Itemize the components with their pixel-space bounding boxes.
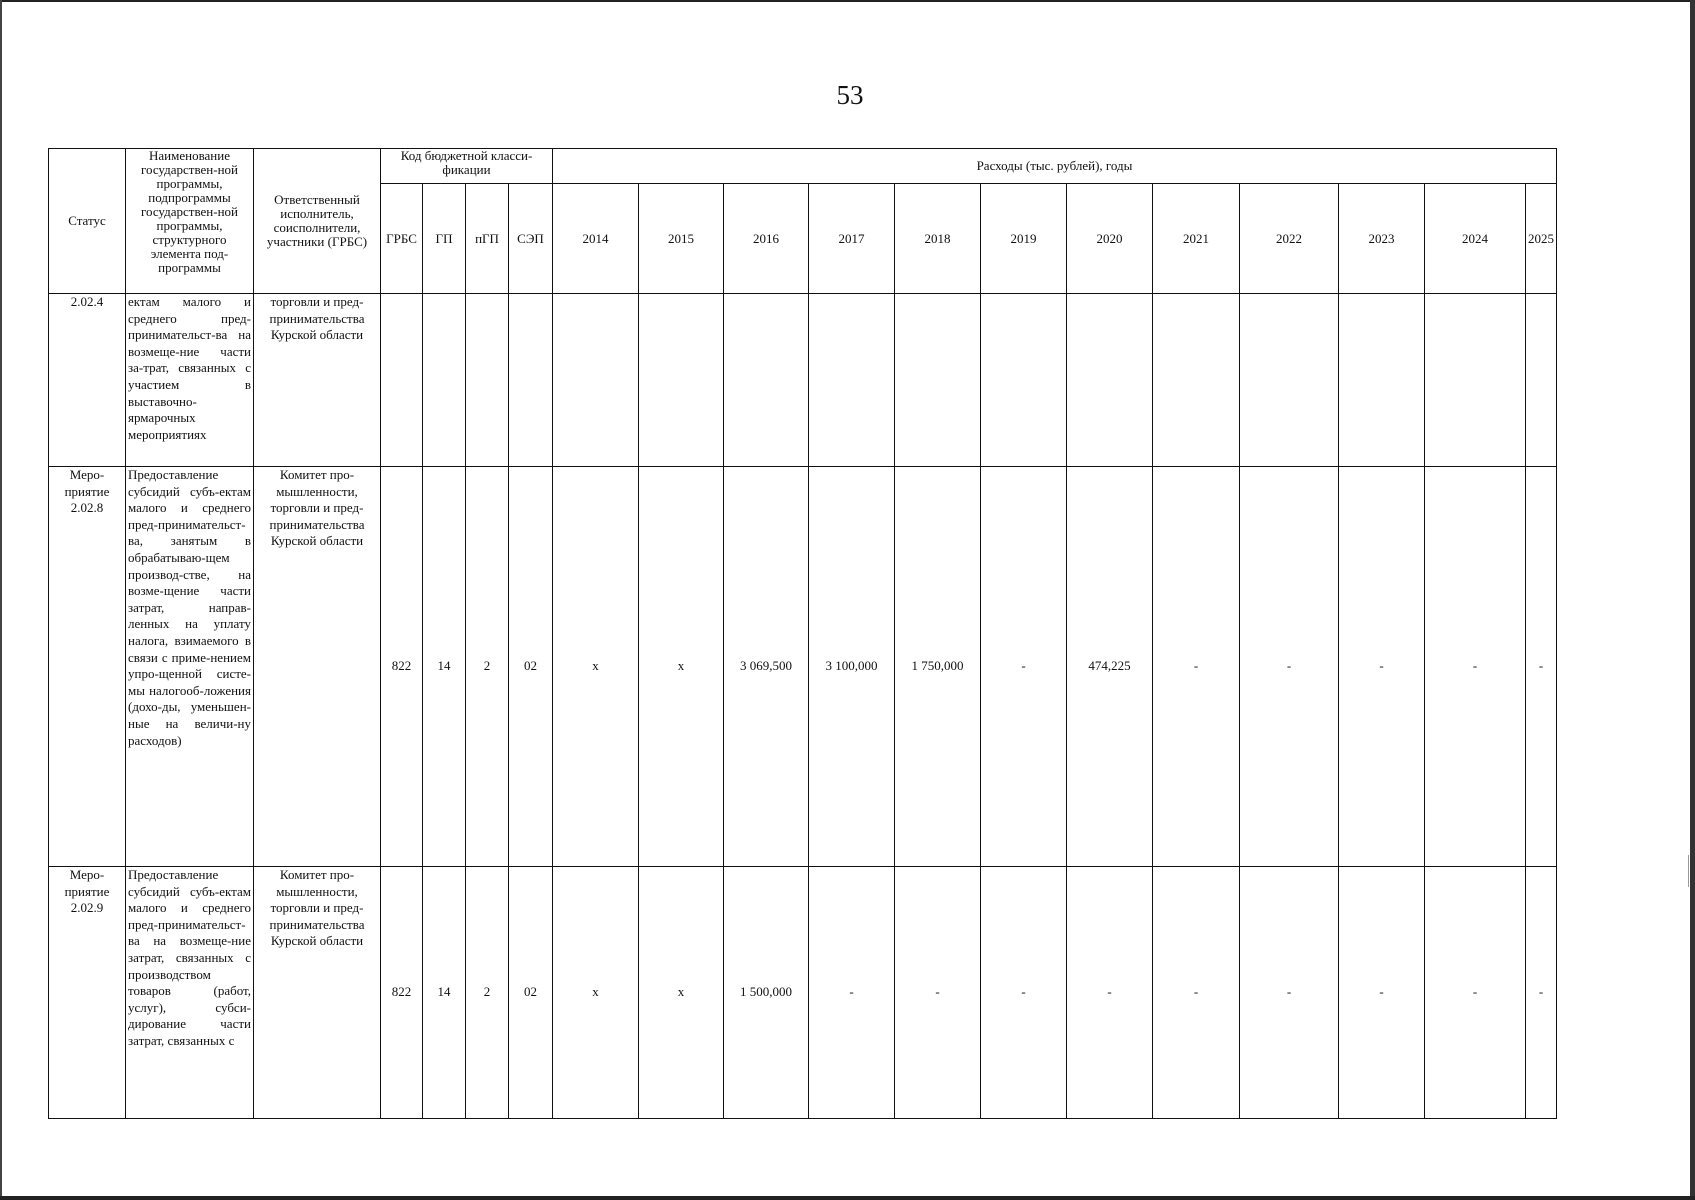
table-row xyxy=(49,867,1557,1119)
row-code-pgp xyxy=(466,294,509,467)
header-year: 2014 xyxy=(553,184,639,294)
row-value: - xyxy=(1067,867,1153,1119)
row-code-grbs: 822 xyxy=(381,867,423,1119)
header-code-pgp: пГП xyxy=(466,184,509,294)
scan-edge-left xyxy=(0,0,2,1200)
row-value: - xyxy=(1526,467,1557,867)
header-year: 2024 xyxy=(1425,184,1526,294)
header-year: 2022 xyxy=(1240,184,1339,294)
row-value: - xyxy=(1339,867,1425,1119)
row-executor: Комитет про-мышленности, торговли и пред-принимательства Курской области xyxy=(254,467,381,867)
scan-edge-top xyxy=(0,0,1695,2)
scan-edge-bottom xyxy=(0,1196,1695,1200)
row-code-sep: 02 xyxy=(509,467,553,867)
row-value: - xyxy=(1339,467,1425,867)
header-code-grbs: ГРБС xyxy=(381,184,423,294)
header-expenses: Расходы (тыс. рублей), годы xyxy=(553,149,1557,184)
header-status: Статус xyxy=(49,149,126,294)
row-code-grbs xyxy=(381,294,423,467)
row-executor: Комитет про-мышленности, торговли и пред-принимательства Курской области xyxy=(254,867,381,1119)
row-program-name: ектам малого и среднего пред-принимательст-ва на возмеще-ние части за-трат, связанных с участием в выставочно-ярмарочных мероприятиях xyxy=(126,294,254,467)
row-value xyxy=(809,294,895,467)
table-header xyxy=(49,149,1557,294)
row-value xyxy=(895,294,981,467)
row-value: - xyxy=(1240,867,1339,1119)
row-code-gp: 14 xyxy=(423,867,466,1119)
header-year: 2025 xyxy=(1526,184,1557,294)
scan-artifact xyxy=(1688,855,1689,887)
row-value: - xyxy=(1153,867,1240,1119)
row-value: 474,225 xyxy=(1067,467,1153,867)
row-value xyxy=(981,294,1067,467)
row-program-name: Предоставление субсидий субъ-ектам малого и среднего пред-принимательст-ва, занятым в обрабатываю-щем производ-стве, на возме-щение части затрат, направ-ленных на уплату налога, взимаемого в связи с приме-нением упро-щенной систе-мы налогооб-ложения (дохо-ды, уменьшен-ные на величи-ну расходов) xyxy=(126,467,254,867)
header-code-sep: СЭП xyxy=(509,184,553,294)
row-value xyxy=(1339,294,1425,467)
row-code-grbs: 822 xyxy=(381,467,423,867)
row-value: 3 100,000 xyxy=(809,467,895,867)
row-value: - xyxy=(1425,467,1526,867)
row-value xyxy=(1526,294,1557,467)
table-row xyxy=(49,294,1557,467)
header-year: 2019 xyxy=(981,184,1067,294)
row-value: - xyxy=(895,867,981,1119)
row-value xyxy=(1153,294,1240,467)
row-value: - xyxy=(1425,867,1526,1119)
header-year: 2018 xyxy=(895,184,981,294)
header-program-name: Наименование государствен-ной программы, подпрограммы государствен-ной программы, структурного элемента под-программы xyxy=(126,149,254,294)
row-value: x xyxy=(553,867,639,1119)
row-value: - xyxy=(981,467,1067,867)
row-executor: торговли и пред-принимательства Курской области xyxy=(254,294,381,467)
row-status: Меро-приятие 2.02.8 xyxy=(49,467,126,867)
table-row xyxy=(49,467,1557,867)
row-value: 1 750,000 xyxy=(895,467,981,867)
row-code-pgp: 2 xyxy=(466,867,509,1119)
header-budget-code: Код бюджетной класси-фикации xyxy=(381,149,553,184)
row-value: 1 500,000 xyxy=(724,867,809,1119)
row-value xyxy=(1067,294,1153,467)
header-year: 2020 xyxy=(1067,184,1153,294)
row-value: 3 069,500 xyxy=(724,467,809,867)
row-value: x xyxy=(553,467,639,867)
row-code-gp: 14 xyxy=(423,467,466,867)
row-status: Меро-приятие 2.02.9 xyxy=(49,867,126,1119)
header-year: 2016 xyxy=(724,184,809,294)
row-value xyxy=(639,294,724,467)
row-status: 2.02.4 xyxy=(49,294,126,467)
row-value: - xyxy=(1240,467,1339,867)
row-value: x xyxy=(639,467,724,867)
row-program-name: Предоставление субсидий субъ-ектам малого и среднего пред-принимательст-ва на возмеще-ние затрат, связанных с производством товаров (работ, услуг), субси-дирование части затрат, связанных с xyxy=(126,867,254,1119)
page-number: 53 xyxy=(836,80,864,110)
row-value: - xyxy=(981,867,1067,1119)
header-year: 2017 xyxy=(809,184,895,294)
row-value: - xyxy=(1153,467,1240,867)
header-year: 2021 xyxy=(1153,184,1240,294)
row-code-sep: 02 xyxy=(509,867,553,1119)
row-value xyxy=(1240,294,1339,467)
row-code-pgp: 2 xyxy=(466,467,509,867)
row-value xyxy=(553,294,639,467)
header-year: 2023 xyxy=(1339,184,1425,294)
row-value xyxy=(1425,294,1526,467)
row-code-gp xyxy=(423,294,466,467)
row-value: x xyxy=(639,867,724,1119)
row-value: - xyxy=(1526,867,1557,1119)
header-code-gp: ГП xyxy=(423,184,466,294)
scan-edge-right xyxy=(1690,0,1695,1200)
row-value xyxy=(724,294,809,467)
expenses-table xyxy=(48,148,1557,1119)
row-code-sep xyxy=(509,294,553,467)
header-executor: Ответственный исполнитель, соисполнители, участники (ГРБС) xyxy=(254,149,381,294)
header-year: 2015 xyxy=(639,184,724,294)
row-value: - xyxy=(809,867,895,1119)
